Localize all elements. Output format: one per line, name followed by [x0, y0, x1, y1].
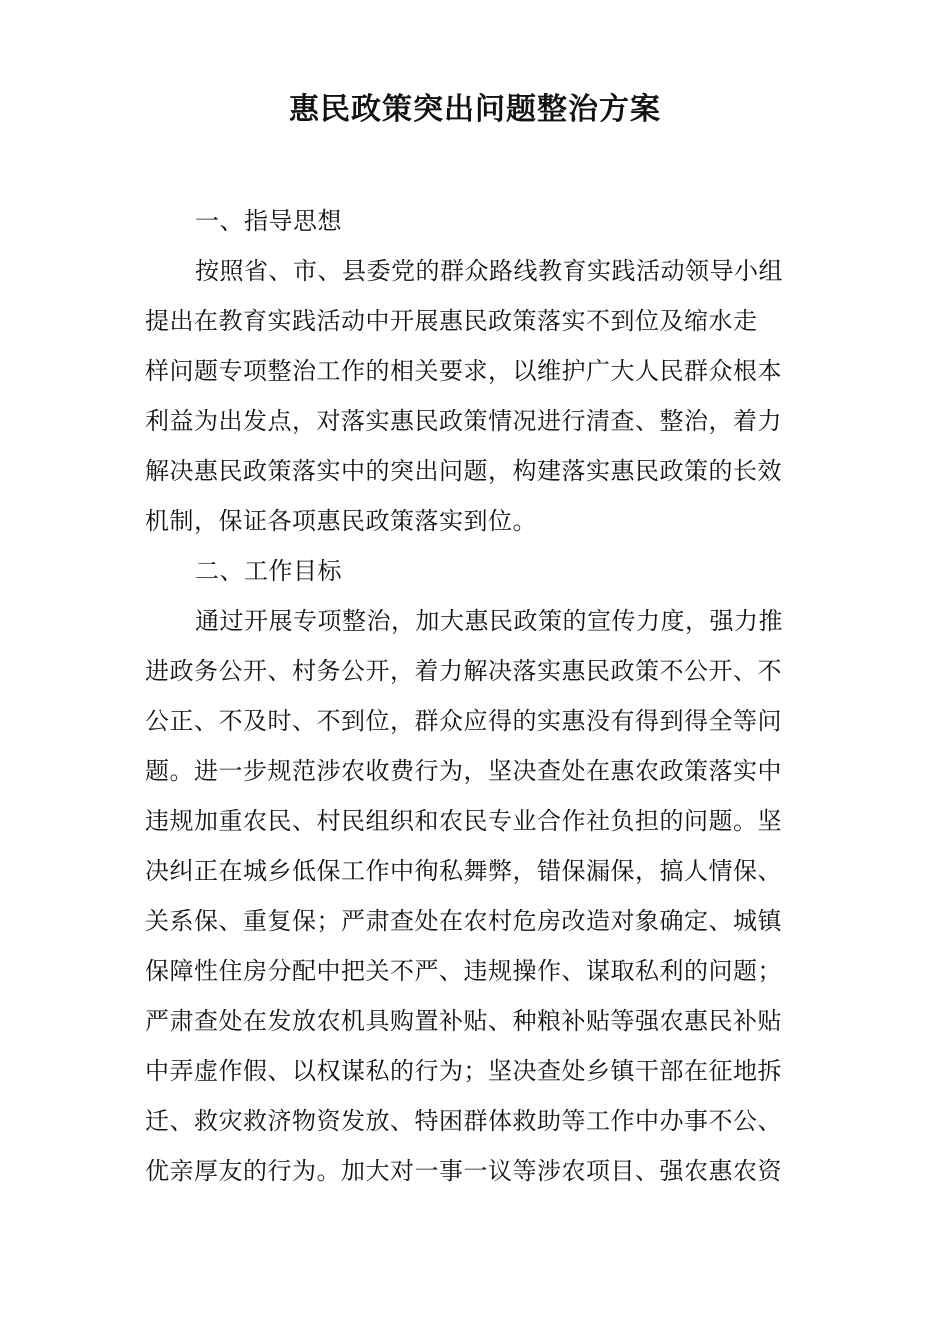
text-line: 利益为出发点，对落实惠民政策情况进行清查、整治，着力	[145, 407, 782, 435]
text-line: 提出在教育实践活动中开展惠民政策落实不到位及缩水走	[145, 307, 758, 335]
text-line: 按照省、市、县委党的群众路线教育实践活动领导小组	[195, 257, 783, 285]
document-title: 惠民政策突出问题整治方案	[289, 92, 661, 127]
text-line: 保障性住房分配中把关不严、违规操作、谋取私利的问题；	[145, 957, 782, 985]
text-line: 通过开展专项整治，加大惠民政策的宣传力度，强力推	[195, 607, 783, 635]
text-line: 迁、救灾救济物资发放、特困群体救助等工作中办事不公、	[145, 1107, 782, 1135]
text-line: 优亲厚友的行为。加大对一事一议等涉农项目、强农惠农资	[145, 1157, 782, 1185]
text-line: 决纠正在城乡低保工作中徇私舞弊，错保漏保，搞人情保、	[145, 857, 782, 885]
text-line: 二、工作目标	[195, 557, 342, 585]
text-line: 题。进一步规范涉农收费行为，坚决查处在惠农政策落实中	[145, 757, 782, 785]
text-line: 公正、不及时、不到位，群众应得的实惠没有得到得全等问	[145, 707, 782, 735]
text-line: 进政务公开、村务公开，着力解决落实惠民政策不公开、不	[145, 657, 782, 685]
document-body	[145, 196, 810, 1196]
text-line: 一、指导思想	[195, 207, 342, 235]
text-line: 样问题专项整治工作的相关要求，以维护广大人民群众根本	[145, 357, 782, 385]
text-line: 机制，保证各项惠民政策落实到位。	[145, 507, 537, 535]
text-line: 关系保、重复保；严肃查处在农村危房改造对象确定、城镇	[145, 907, 782, 935]
text-line: 严肃查处在发放农机具购置补贴、种粮补贴等强农惠民补贴	[145, 1007, 782, 1035]
text-line: 中弄虚作假、以权谋私的行为；坚决查处乡镇干部在征地拆	[145, 1057, 782, 1085]
text-line: 解决惠民政策落实中的突出问题，构建落实惠民政策的长效	[145, 457, 782, 485]
text-line: 违规加重农民、村民组织和农民专业合作社负担的问题。坚	[145, 807, 782, 835]
